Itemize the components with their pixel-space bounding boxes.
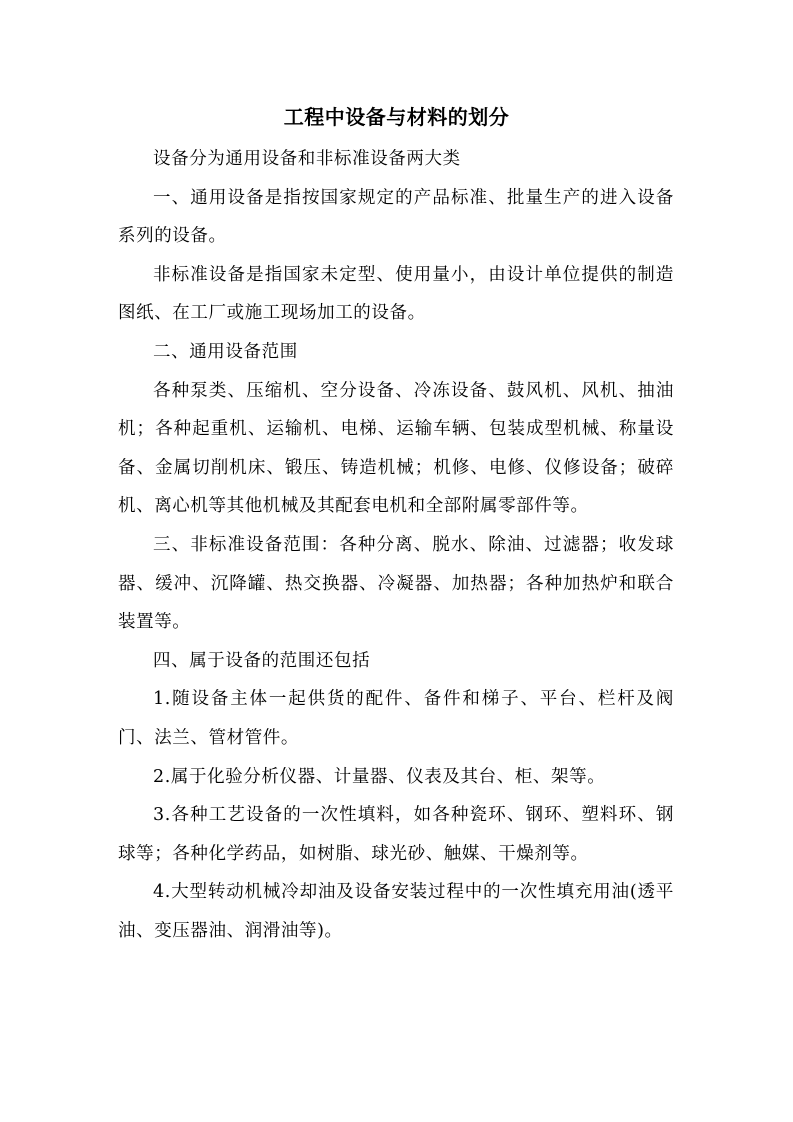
- list-item-1: 1.随设备主体一起供货的配件、备件和梯子、平台、栏杆及阀门、法兰、管材管件。: [118, 689, 674, 748]
- paragraph-nonstandard-equipment-definition: 非标准设备是指国家未定型、使用量小，由设计单位提供的制造图纸、在工厂或施工现场加工的设备。: [118, 264, 674, 324]
- list-item-3: 3.各种工艺设备的一次性填料，如各种瓷环、钢环、塑料环、钢球等；各种化学药品，如树脂、球光砂、触媒、干燥剂等。: [118, 805, 674, 864]
- paragraph-general-equipment-definition: 一、通用设备是指按国家规定的产品标准、批量生产的进入设备系列的设备。: [118, 187, 674, 247]
- paragraph-general-scope-list: 各种泵类、压缩机、空分设备、冷冻设备、鼓风机、风机、抽油机；各种起重机、运输机、电梯、运输车辆、包装成型机械、称量设备、金属切削机床、锻压、铸造机械；机修、电修、仪修设备；破碎机、离心机等其他机械及其配套电机和全部附属零部件等。: [118, 380, 674, 517]
- list-item-2: 2.属于化验分析仪器、计量器、仪表及其台、柜、架等。: [153, 766, 606, 787]
- list-item-4: 4.大型转动机械冷却油及设备安装过程中的一次性填充用油(透平油、变压器油、润滑油等)。: [118, 882, 674, 941]
- paragraph-nonstandard-scope: 三、非标准设备范围：各种分离、脱水、除油、过滤器；收发球器、缓冲、沉降罐、热交换器、冷凝器、加热器；各种加热炉和联合装置等。: [118, 534, 674, 633]
- section-heading-additional-scope: 四、属于设备的范围还包括: [153, 650, 371, 671]
- document-body: [118, 140, 674, 950]
- paragraph-intro: 设备分为通用设备和非标准设备两大类: [153, 149, 461, 169]
- section-heading-general-scope: 二、通用设备范围: [153, 341, 298, 362]
- document-title: 工程中设备与材料的划分: [283, 105, 510, 129]
